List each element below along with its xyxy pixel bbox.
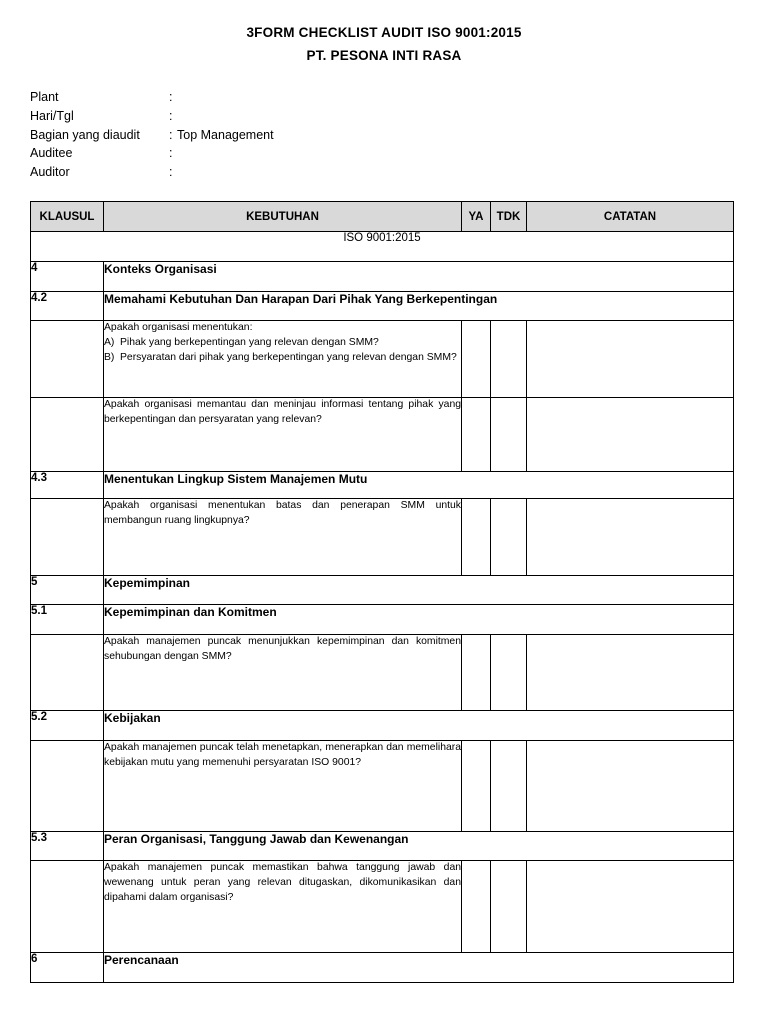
question-text: Apakah manajemen puncak telah menetapkan, menerapkan dan memelihara kebijakan mutu yang memenuhi persyaratan ISO 9001? (104, 742, 461, 768)
clause-cell (31, 635, 104, 711)
catatan-cell[interactable] (527, 635, 734, 711)
catatan-cell[interactable] (527, 398, 734, 472)
list-item (104, 336, 461, 351)
question-text: Apakah organisasi memantau dan meninjau informasi tentang pihak yang berkepentingan dan persyaratan yang relevan? (104, 399, 461, 425)
section-title: Kepemimpinan (104, 576, 734, 605)
question-text: Apakah manajemen puncak menunjukkan kepemimpinan dan komitmen sehubungan dengan SMM? (104, 636, 461, 662)
question-text: Apakah manajemen puncak memastikan bahwa tanggung jawab dan wewenang untuk peran yang relevan ditugaskan, dikomunikasikan dan dipahami dalam organisasi? (104, 862, 461, 903)
question-row (31, 861, 734, 953)
standard-label: ISO 9001:2015 (31, 232, 734, 262)
section-row (31, 953, 734, 983)
document-title: 3FORM CHECKLIST AUDIT ISO 9001:2015 (246, 25, 522, 40)
section-title: Kebijakan (104, 711, 734, 741)
question-list (104, 336, 461, 366)
section-title: Perencanaan (104, 953, 734, 983)
clause-number: 5.2 (31, 711, 104, 741)
question-cell (104, 321, 462, 398)
tdk-cell[interactable] (491, 499, 527, 576)
question-text: Apakah organisasi menentukan batas dan penerapan SMM untuk membangun ruang lingkupnya? (104, 500, 461, 526)
section-title: Kepemimpinan dan Komitmen (104, 605, 734, 635)
ya-cell[interactable] (462, 861, 491, 953)
clause-number: 6 (31, 953, 104, 983)
ya-cell[interactable] (462, 398, 491, 472)
clause-cell (31, 861, 104, 953)
section-row (31, 711, 734, 741)
clause-number: 5.3 (31, 832, 104, 861)
header-tdk: TDK (491, 202, 527, 232)
catatan-cell[interactable] (527, 741, 734, 832)
table-header-row (31, 202, 734, 232)
list-text: Persyaratan dari pihak yang berkepentingan yang relevan dengan SMM? (120, 351, 457, 363)
section-row (31, 605, 734, 635)
list-text: Pihak yang berkepentingan yang relevan dengan SMM? (120, 336, 379, 348)
clause-number: 4.2 (31, 292, 104, 321)
question-row (31, 321, 734, 398)
ya-cell[interactable] (462, 499, 491, 576)
clause-number: 5.1 (31, 605, 104, 635)
section-row (31, 576, 734, 605)
question-row (31, 398, 734, 472)
clause-number: 5 (31, 576, 104, 605)
section-title: Peran Organisasi, Tanggung Jawab dan Kewenangan (104, 832, 734, 861)
question-cell (104, 398, 462, 472)
info-label: Hari/Tgl (30, 108, 74, 123)
clause-cell (31, 398, 104, 472)
question-cell (104, 741, 462, 832)
info-label: Plant (30, 90, 59, 104)
question-text: Apakah organisasi menentukan: (104, 322, 253, 333)
question-cell (104, 635, 462, 711)
catatan-cell[interactable] (527, 321, 734, 398)
tdk-cell[interactable] (491, 635, 527, 711)
tdk-cell[interactable] (491, 861, 527, 953)
standard-row (31, 232, 734, 262)
ya-cell[interactable] (462, 321, 491, 398)
question-row (31, 635, 734, 711)
list-marker: A) (104, 336, 115, 348)
info-label: Bagian yang diaudit (30, 127, 140, 142)
clause-cell (31, 499, 104, 576)
header-catatan: CATATAN (527, 202, 734, 232)
section-title: Konteks Organisasi (104, 262, 734, 292)
section-row (31, 262, 734, 292)
clause-number: 4.3 (31, 472, 104, 499)
clause-cell (31, 321, 104, 398)
question-row (31, 741, 734, 832)
header-klausul: KLAUSUL (31, 202, 104, 232)
section-row (31, 472, 734, 499)
tdk-cell[interactable] (491, 321, 527, 398)
ya-cell[interactable] (462, 635, 491, 711)
header-ya: YA (462, 202, 491, 232)
list-item (104, 351, 461, 366)
info-label: Auditee (30, 146, 73, 161)
section-title: Menentukan Lingkup Sistem Manajemen Mutu (104, 472, 734, 499)
section-row (31, 292, 734, 321)
question-cell (104, 861, 462, 953)
section-row (31, 832, 734, 861)
question-row (31, 499, 734, 576)
company-name: PT. PESONA INTI RASA (306, 48, 462, 63)
tdk-cell[interactable] (491, 398, 527, 472)
section-title: Memahami Kebutuhan Dan Harapan Dari Pihak Yang Berkepentingan (104, 292, 734, 321)
checklist-table (30, 201, 734, 983)
clause-number: 4 (31, 262, 104, 292)
ya-cell[interactable] (462, 741, 491, 832)
info-value: Top Management (177, 127, 274, 142)
question-cell (104, 499, 462, 576)
tdk-cell[interactable] (491, 741, 527, 832)
header-kebutuhan: KEBUTUHAN (104, 202, 462, 232)
info-label: Auditor (30, 165, 70, 180)
list-marker: B) (104, 351, 115, 363)
clause-cell (31, 741, 104, 832)
catatan-cell[interactable] (527, 499, 734, 576)
catatan-cell[interactable] (527, 861, 734, 953)
